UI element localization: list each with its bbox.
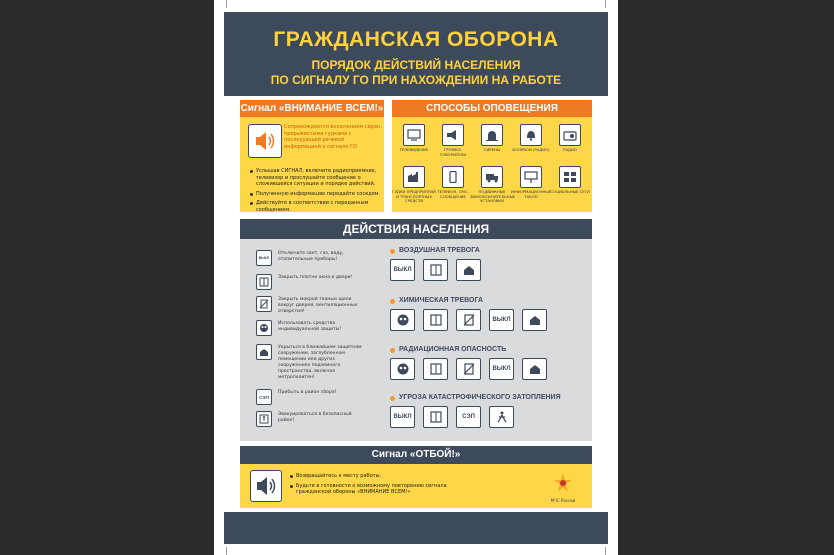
notif-phone bbox=[431, 166, 475, 199]
section-title: ХИМИЧЕСКАЯ ТРЕВОГА bbox=[390, 297, 547, 304]
all-clear-bullet: Будьте в готовности к возможному повторению сигнала гражданской обороны «ВНИМАНИЕ ВСЕМ!» bbox=[290, 483, 470, 496]
notif-social bbox=[548, 166, 592, 195]
evacuation-icon bbox=[256, 411, 272, 427]
poster-header bbox=[224, 12, 608, 96]
all-clear-bullet: Возвращайтесь к месту работы. bbox=[290, 473, 470, 480]
section-chemical bbox=[390, 297, 547, 331]
switch-off-icon: ВЫКЛ bbox=[390, 259, 415, 281]
speaker-icon bbox=[250, 470, 282, 502]
all-clear-panel bbox=[240, 446, 592, 508]
loudspeaker-icon bbox=[442, 124, 464, 146]
notification-panel bbox=[392, 100, 592, 212]
window-icon bbox=[423, 406, 448, 428]
speaker-icon bbox=[248, 124, 282, 158]
actions-title: ДЕЙСТВИЯ НАСЕЛЕНИЯ bbox=[240, 219, 592, 239]
poster-title: ГРАЖДАНСКАЯ ОБОРОНА bbox=[273, 28, 559, 51]
window-icon bbox=[423, 259, 448, 281]
notif-bell bbox=[509, 124, 553, 153]
section-title: УГРОЗА КАТАСТРОФИЧЕСКОГО ЗАТОПЛЕНИЯ bbox=[390, 394, 561, 401]
switch-off-icon: ВЫКЛ bbox=[390, 406, 415, 428]
social-icon bbox=[559, 166, 581, 188]
shelter-icon bbox=[256, 344, 272, 360]
attention-panel bbox=[240, 100, 384, 212]
action-text: Использовать средства индивидуальной защиты! bbox=[278, 321, 342, 332]
action-text: Эвакуироваться в безопасный район! bbox=[278, 412, 352, 423]
notif-radio bbox=[548, 124, 592, 153]
all-clear-title: Сигнал «ОТБОЙ!» bbox=[240, 446, 592, 464]
notif-loudspeaker bbox=[431, 124, 475, 157]
notification-title: СПОСОБЫ ОПОВЕЩЕНИЯ bbox=[392, 100, 592, 117]
gas-mask-icon bbox=[390, 309, 415, 331]
switch-off-icon: ВЫКЛ bbox=[256, 250, 272, 266]
notif-label: БОЛЕВОЙ (РАДИО) bbox=[512, 147, 550, 152]
window-icon bbox=[423, 358, 448, 380]
seal-icon bbox=[456, 309, 481, 331]
logo-text: МЧС России bbox=[550, 498, 576, 503]
shelter-icon bbox=[456, 259, 481, 281]
notif-label: СИРЕНЫ bbox=[483, 147, 501, 152]
action-text: Закрыть плотно окна и двери! bbox=[278, 275, 353, 280]
sep-icon: СЭП bbox=[456, 406, 481, 428]
poster bbox=[214, 0, 618, 555]
action-text: Отключите свет, газ, воду, отопительные приборы! bbox=[278, 251, 344, 262]
radio-icon bbox=[559, 124, 581, 146]
attention-bullet: Действуйте в соответствии с переданным сообщением. bbox=[250, 200, 386, 213]
notif-label: ПОДВИЖНЫЕ ЗВУКОУСИЛИТЕЛЬНЫЕ УСТАНОВКИ bbox=[470, 189, 516, 203]
switch-off-icon: ВЫКЛ bbox=[489, 358, 514, 380]
notif-billboard bbox=[509, 166, 553, 199]
notif-label: ИНФОРМАЦИОННЫЕ ТАБЛО bbox=[510, 189, 552, 199]
mchs-logo bbox=[546, 472, 580, 503]
seal-icon bbox=[256, 296, 272, 312]
section-title: ВОЗДУШНАЯ ТРЕВОГА bbox=[390, 247, 481, 254]
notif-tv bbox=[392, 124, 436, 153]
sep-icon: СЭП bbox=[256, 389, 272, 405]
shelter-icon bbox=[522, 309, 547, 331]
section-air-raid bbox=[390, 247, 481, 281]
notif-label: ТЕЛЕФОН, СМС-СООБЩЕНИЕ bbox=[437, 189, 469, 199]
shelter-icon bbox=[522, 358, 547, 380]
billboard-icon bbox=[520, 166, 542, 188]
attention-note: Сопровождается включением сирен, прерывистыми гудками с последующей речевой информацией о сигнале ГО bbox=[284, 124, 382, 150]
notif-label: ГУДКИ ПРЕДПРИЯТИЙ И ТРАНСПОРТНЫХ СРЕДСТВ bbox=[392, 189, 436, 203]
window-icon bbox=[423, 309, 448, 331]
siren-icon bbox=[481, 124, 503, 146]
notif-label: ТЕЛЕВИДЕНИЕ bbox=[399, 147, 429, 152]
tv-icon bbox=[403, 124, 425, 146]
section-title: РАДИАЦИОННАЯ ОПАСНОСТЬ bbox=[390, 346, 547, 353]
poster-footer bbox=[224, 512, 608, 544]
action-text: Прибыть в район сбора! bbox=[278, 390, 337, 395]
switch-off-icon: ВЫКЛ bbox=[489, 309, 514, 331]
poster-subtitle-2: ПО СИГНАЛУ ГО ПРИ НАХОЖДЕНИИ НА РАБОТЕ bbox=[270, 73, 562, 87]
attention-bullet: Услышав СИГНАЛ, включите радиоприемник, телевизор и прослушайте сообщение о сложившейся ситуации и порядке действий. bbox=[250, 168, 386, 188]
gas-mask-icon bbox=[256, 320, 272, 336]
truck-icon bbox=[481, 166, 503, 188]
notif-factory bbox=[392, 166, 436, 204]
seal-icon bbox=[456, 358, 481, 380]
section-flood bbox=[390, 394, 561, 428]
window-icon bbox=[256, 274, 272, 290]
bell-icon bbox=[520, 124, 542, 146]
gas-mask-icon bbox=[390, 358, 415, 380]
action-text: Закрыть мокрой тканью щели вокруг дверей, вентиляционные отверстия! bbox=[278, 297, 358, 314]
notif-truck bbox=[470, 166, 514, 204]
mchs-emblem-icon bbox=[552, 472, 574, 494]
notif-label: ГРОМКО-ГОВОРИТЕЛИ bbox=[439, 147, 467, 157]
attention-title: Сигнал «ВНИМАНИЕ ВСЕМ!» bbox=[240, 100, 384, 117]
section-radiation bbox=[390, 346, 547, 380]
notif-label: РАДИО bbox=[563, 147, 577, 152]
action-text: Укрыться в ближайшем защитном сооружении, заглубленном помещении или других сооружениях подземного пространства, включая метрополитен! bbox=[278, 345, 362, 380]
notif-label: СОЦИАЛЬНЫЕ СЕТИ bbox=[550, 189, 590, 194]
attention-bullet: Полученную информацию передайте соседям. bbox=[250, 191, 386, 198]
notif-siren bbox=[470, 124, 514, 153]
factory-icon bbox=[403, 166, 425, 188]
evacuation-icon bbox=[489, 406, 514, 428]
poster-subtitle-1: ПОРЯДОК ДЕЙСТВИЙ НАСЕЛЕНИЯ bbox=[311, 58, 521, 72]
all-clear-bullets bbox=[290, 473, 470, 499]
attention-bullets bbox=[250, 168, 386, 216]
actions-panel bbox=[240, 219, 592, 441]
phone-icon bbox=[442, 166, 464, 188]
